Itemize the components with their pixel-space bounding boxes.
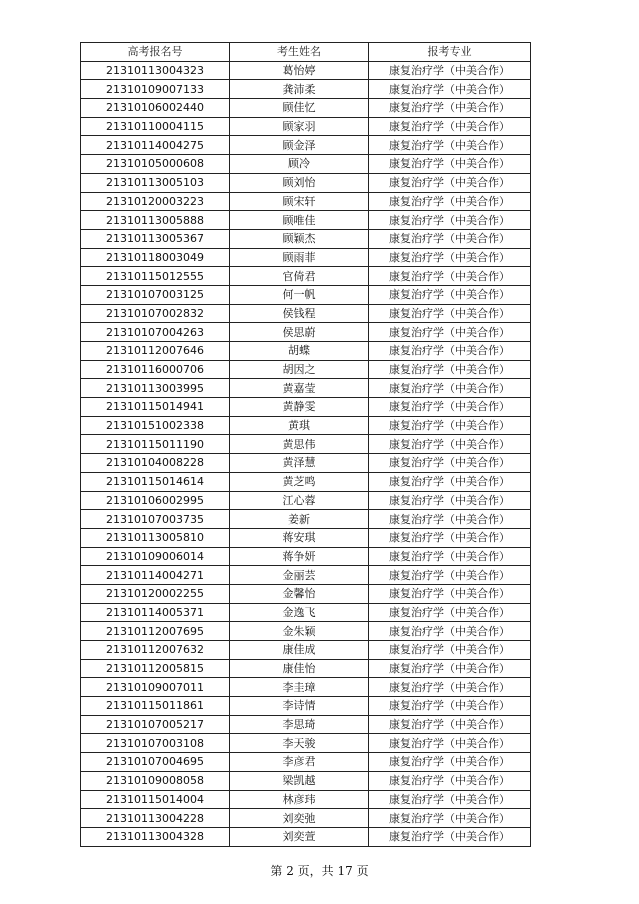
table-row bbox=[81, 809, 531, 828]
cell-exam-id: 21310115011861 bbox=[81, 697, 230, 716]
cell-student-name: 林彦玮 bbox=[230, 790, 369, 809]
cell-student-name: 顾唯佳 bbox=[230, 211, 369, 230]
cell-major: 康复治疗学（中美合作） bbox=[369, 192, 531, 211]
cell-exam-id: 21310115012555 bbox=[81, 267, 230, 286]
cell-exam-id: 21310107003108 bbox=[81, 734, 230, 753]
cell-student-name: 蒋安琪 bbox=[230, 528, 369, 547]
cell-exam-id: 21310113004228 bbox=[81, 809, 230, 828]
cell-exam-id: 21310113005367 bbox=[81, 229, 230, 248]
cell-student-name: 刘奕萱 bbox=[230, 827, 369, 846]
table-row bbox=[81, 528, 531, 547]
cell-student-name: 何一帆 bbox=[230, 285, 369, 304]
cell-exam-id: 21310112007646 bbox=[81, 342, 230, 361]
cell-major: 康复治疗学（中美合作） bbox=[369, 80, 531, 99]
table-row bbox=[81, 155, 531, 174]
cell-major: 康复治疗学（中美合作） bbox=[369, 323, 531, 342]
cell-major: 康复治疗学（中美合作） bbox=[369, 435, 531, 454]
table-row bbox=[81, 472, 531, 491]
cell-major: 康复治疗学（中美合作） bbox=[369, 584, 531, 603]
cell-exam-id: 21310107002832 bbox=[81, 304, 230, 323]
cell-student-name: 官倚君 bbox=[230, 267, 369, 286]
cell-major: 康复治疗学（中美合作） bbox=[369, 416, 531, 435]
cell-student-name: 黄静雯 bbox=[230, 398, 369, 417]
cell-exam-id: 21310107003735 bbox=[81, 510, 230, 529]
cell-major: 康复治疗学（中美合作） bbox=[369, 61, 531, 80]
cell-exam-id: 21310118003049 bbox=[81, 248, 230, 267]
cell-student-name: 顾佳忆 bbox=[230, 99, 369, 118]
cell-major: 康复治疗学（中美合作） bbox=[369, 790, 531, 809]
cell-student-name: 黄芝鸣 bbox=[230, 472, 369, 491]
cell-exam-id: 21310115014004 bbox=[81, 790, 230, 809]
cell-exam-id: 21310113004328 bbox=[81, 827, 230, 846]
cell-major: 康复治疗学（中美合作） bbox=[369, 379, 531, 398]
cell-student-name: 金馨怡 bbox=[230, 584, 369, 603]
cell-student-name: 李诗情 bbox=[230, 697, 369, 716]
cell-student-name: 侯思蔚 bbox=[230, 323, 369, 342]
cell-major: 康复治疗学（中美合作） bbox=[369, 342, 531, 361]
header-major: 报考专业 bbox=[369, 43, 531, 62]
cell-major: 康复治疗学（中美合作） bbox=[369, 491, 531, 510]
cell-exam-id: 21310115014941 bbox=[81, 398, 230, 417]
cell-exam-id: 21310114004271 bbox=[81, 566, 230, 585]
table-row bbox=[81, 379, 531, 398]
cell-exam-id: 21310113005810 bbox=[81, 528, 230, 547]
cell-major: 康复治疗学（中美合作） bbox=[369, 304, 531, 323]
table-row bbox=[81, 678, 531, 697]
table-row bbox=[81, 584, 531, 603]
cell-student-name: 顾雨菲 bbox=[230, 248, 369, 267]
table-row bbox=[81, 192, 531, 211]
table-row bbox=[81, 285, 531, 304]
cell-student-name: 康佳成 bbox=[230, 641, 369, 660]
cell-student-name: 侯钱程 bbox=[230, 304, 369, 323]
cell-major: 康复治疗学（中美合作） bbox=[369, 827, 531, 846]
cell-exam-id: 21310107004263 bbox=[81, 323, 230, 342]
cell-major: 康复治疗学（中美合作） bbox=[369, 809, 531, 828]
cell-exam-id: 21310109008058 bbox=[81, 771, 230, 790]
table-row bbox=[81, 491, 531, 510]
cell-exam-id: 21310113005888 bbox=[81, 211, 230, 230]
cell-exam-id: 21310104008228 bbox=[81, 454, 230, 473]
cell-exam-id: 21310109006014 bbox=[81, 547, 230, 566]
cell-major: 康复治疗学（中美合作） bbox=[369, 155, 531, 174]
cell-exam-id: 21310109007011 bbox=[81, 678, 230, 697]
cell-exam-id: 21310107005217 bbox=[81, 715, 230, 734]
cell-student-name: 姜新 bbox=[230, 510, 369, 529]
cell-student-name: 顾家羽 bbox=[230, 117, 369, 136]
cell-major: 康复治疗学（中美合作） bbox=[369, 173, 531, 192]
cell-exam-id: 21310120002255 bbox=[81, 584, 230, 603]
table-row bbox=[81, 229, 531, 248]
cell-major: 康复治疗学（中美合作） bbox=[369, 454, 531, 473]
cell-exam-id: 21310107003125 bbox=[81, 285, 230, 304]
table-row bbox=[81, 304, 531, 323]
cell-major: 康复治疗学（中美合作） bbox=[369, 659, 531, 678]
cell-major: 康复治疗学（中美合作） bbox=[369, 360, 531, 379]
cell-exam-id: 21310112007632 bbox=[81, 641, 230, 660]
cell-student-name: 黄思伟 bbox=[230, 435, 369, 454]
cell-exam-id: 21310116000706 bbox=[81, 360, 230, 379]
table-row bbox=[81, 398, 531, 417]
table-row bbox=[81, 136, 531, 155]
table-row bbox=[81, 360, 531, 379]
cell-major: 康复治疗学（中美合作） bbox=[369, 566, 531, 585]
cell-student-name: 金朱颖 bbox=[230, 622, 369, 641]
cell-student-name: 李思琦 bbox=[230, 715, 369, 734]
page-number: 第 2 页，共 17 页 bbox=[270, 864, 369, 878]
table-row bbox=[81, 510, 531, 529]
cell-exam-id: 21310109007133 bbox=[81, 80, 230, 99]
cell-student-name: 龚沛柔 bbox=[230, 80, 369, 99]
cell-exam-id: 21310113005103 bbox=[81, 173, 230, 192]
table-row bbox=[81, 734, 531, 753]
table-row bbox=[81, 117, 531, 136]
table-row bbox=[81, 547, 531, 566]
cell-major: 康复治疗学（中美合作） bbox=[369, 715, 531, 734]
cell-major: 康复治疗学（中美合作） bbox=[369, 771, 531, 790]
cell-student-name: 金丽芸 bbox=[230, 566, 369, 585]
cell-exam-id: 21310107004695 bbox=[81, 753, 230, 772]
cell-student-name: 康佳怡 bbox=[230, 659, 369, 678]
table-row bbox=[81, 790, 531, 809]
cell-exam-id: 21310112005815 bbox=[81, 659, 230, 678]
table-row bbox=[81, 416, 531, 435]
header-student-name: 考生姓名 bbox=[230, 43, 369, 62]
cell-student-name: 黄嘉莹 bbox=[230, 379, 369, 398]
table-row bbox=[81, 603, 531, 622]
cell-major: 康复治疗学（中美合作） bbox=[369, 510, 531, 529]
table-row bbox=[81, 659, 531, 678]
cell-student-name: 胡蝶 bbox=[230, 342, 369, 361]
table-row bbox=[81, 697, 531, 716]
table-row bbox=[81, 622, 531, 641]
cell-major: 康复治疗学（中美合作） bbox=[369, 528, 531, 547]
cell-major: 康复治疗学（中美合作） bbox=[369, 211, 531, 230]
cell-major: 康复治疗学（中美合作） bbox=[369, 229, 531, 248]
cell-exam-id: 21310120003223 bbox=[81, 192, 230, 211]
table-row bbox=[81, 771, 531, 790]
cell-student-name: 顾颖杰 bbox=[230, 229, 369, 248]
cell-student-name: 顾宋轩 bbox=[230, 192, 369, 211]
table-row bbox=[81, 99, 531, 118]
cell-exam-id: 21310113003995 bbox=[81, 379, 230, 398]
table-row bbox=[81, 753, 531, 772]
header-exam-id: 高考报名号 bbox=[81, 43, 230, 62]
table-row bbox=[81, 323, 531, 342]
cell-exam-id: 21310110004115 bbox=[81, 117, 230, 136]
cell-major: 康复治疗学（中美合作） bbox=[369, 136, 531, 155]
cell-exam-id: 21310105000608 bbox=[81, 155, 230, 174]
cell-student-name: 顾金泽 bbox=[230, 136, 369, 155]
cell-student-name: 刘奕弛 bbox=[230, 809, 369, 828]
cell-major: 康复治疗学（中美合作） bbox=[369, 117, 531, 136]
cell-major: 康复治疗学（中美合作） bbox=[369, 267, 531, 286]
cell-major: 康复治疗学（中美合作） bbox=[369, 697, 531, 716]
cell-major: 康复治疗学（中美合作） bbox=[369, 547, 531, 566]
cell-major: 康复治疗学（中美合作） bbox=[369, 753, 531, 772]
cell-major: 康复治疗学（中美合作） bbox=[369, 641, 531, 660]
cell-major: 康复治疗学（中美合作） bbox=[369, 472, 531, 491]
table-row bbox=[81, 342, 531, 361]
cell-student-name: 蒋争妍 bbox=[230, 547, 369, 566]
table-row bbox=[81, 715, 531, 734]
table-row bbox=[81, 267, 531, 286]
cell-major: 康复治疗学（中美合作） bbox=[369, 622, 531, 641]
table-row bbox=[81, 641, 531, 660]
cell-exam-id: 21310151002338 bbox=[81, 416, 230, 435]
table-row bbox=[81, 435, 531, 454]
cell-exam-id: 21310115014614 bbox=[81, 472, 230, 491]
cell-major: 康复治疗学（中美合作） bbox=[369, 734, 531, 753]
cell-student-name: 李天骏 bbox=[230, 734, 369, 753]
cell-major: 康复治疗学（中美合作） bbox=[369, 248, 531, 267]
cell-major: 康复治疗学（中美合作） bbox=[369, 678, 531, 697]
table-header bbox=[81, 43, 531, 62]
cell-student-name: 胡因之 bbox=[230, 360, 369, 379]
cell-student-name: 李彦君 bbox=[230, 753, 369, 772]
table-row bbox=[81, 61, 531, 80]
cell-student-name: 金逸飞 bbox=[230, 603, 369, 622]
cell-exam-id: 21310106002440 bbox=[81, 99, 230, 118]
table-row bbox=[81, 80, 531, 99]
cell-exam-id: 21310106002995 bbox=[81, 491, 230, 510]
table-row bbox=[81, 454, 531, 473]
header-row bbox=[81, 43, 531, 62]
cell-student-name: 葛怡婷 bbox=[230, 61, 369, 80]
cell-major: 康复治疗学（中美合作） bbox=[369, 398, 531, 417]
cell-exam-id: 21310114005371 bbox=[81, 603, 230, 622]
cell-student-name: 顾冷 bbox=[230, 155, 369, 174]
cell-major: 康复治疗学（中美合作） bbox=[369, 603, 531, 622]
admission-list-table bbox=[80, 42, 531, 847]
cell-major: 康复治疗学（中美合作） bbox=[369, 285, 531, 304]
cell-major: 康复治疗学（中美合作） bbox=[369, 99, 531, 118]
table-body bbox=[81, 61, 531, 846]
cell-student-name: 李圭璋 bbox=[230, 678, 369, 697]
table-row bbox=[81, 566, 531, 585]
cell-exam-id: 21310115011190 bbox=[81, 435, 230, 454]
cell-student-name: 黄泽慧 bbox=[230, 454, 369, 473]
cell-exam-id: 21310114004275 bbox=[81, 136, 230, 155]
table-row bbox=[81, 211, 531, 230]
table-row bbox=[81, 248, 531, 267]
cell-student-name: 江心蓉 bbox=[230, 491, 369, 510]
cell-student-name: 梁凯越 bbox=[230, 771, 369, 790]
cell-student-name: 顾刘怡 bbox=[230, 173, 369, 192]
cell-exam-id: 21310113004323 bbox=[81, 61, 230, 80]
cell-exam-id: 21310112007695 bbox=[81, 622, 230, 641]
table-row bbox=[81, 827, 531, 846]
table-row bbox=[81, 173, 531, 192]
cell-student-name: 黄琪 bbox=[230, 416, 369, 435]
